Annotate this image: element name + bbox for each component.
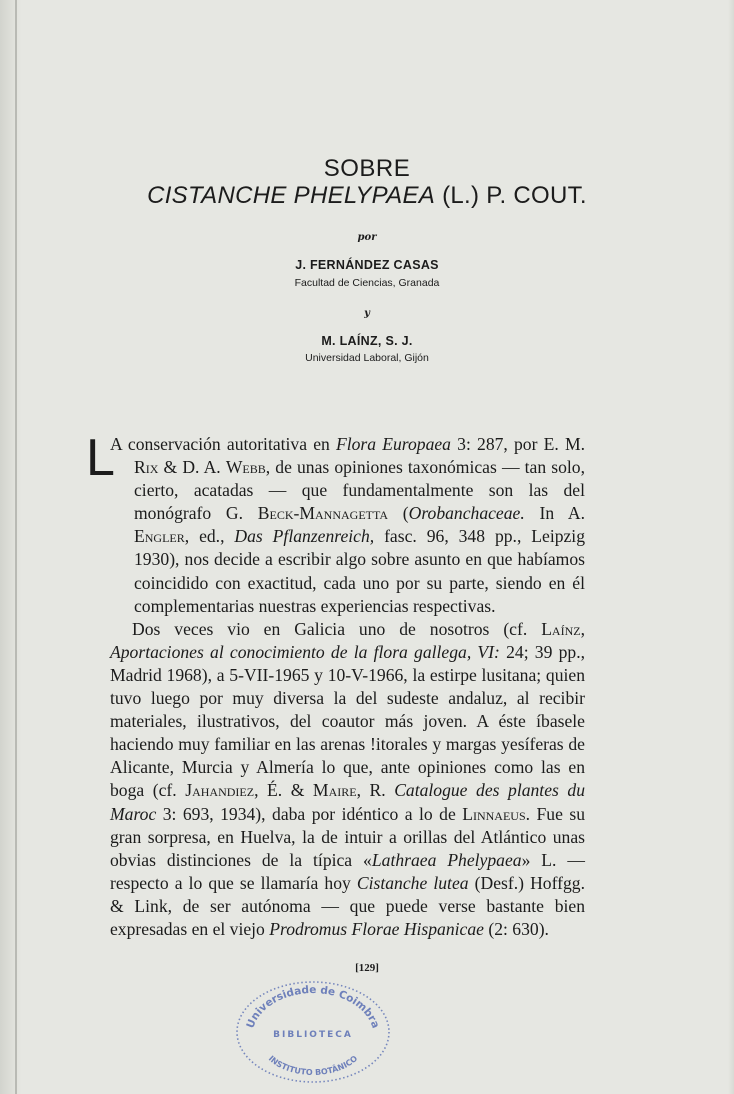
- title-authority: (L.) P. COUT.: [435, 182, 587, 209]
- drop-cap: L: [86, 429, 115, 487]
- stamp-center-text: BIBLIOTECA: [273, 1030, 353, 1040]
- author-1-name: J. FERNÁNDEZ CASAS: [295, 258, 439, 272]
- library-stamp: [232, 975, 394, 1083]
- author-2-name: M. LAÍNZ, S. J.: [321, 334, 413, 348]
- byline-por: por: [357, 232, 377, 243]
- article-body: [86, 429, 586, 941]
- svg-text:Universidade de Coimbra: [244, 984, 381, 1030]
- title-species: CISTANCHE PHELYPAEA: [147, 182, 436, 209]
- page-number: [129]: [355, 962, 379, 974]
- author-2-affiliation: Universidad Laboral, Gijón: [305, 352, 429, 364]
- byline-and: y: [364, 308, 370, 319]
- svg-text:INSTITUTO BOTÂNICO: [267, 1054, 360, 1077]
- paragraph-2: Dos veces vio en Galicia uno de nosotros (cf. Laínz, Aportaciones al conocimiento de la flora gallega, VI: 24; 39 pp., Madrid 1968), a 5-VII-1965 y 10-V-1966, la estirpe lusitana; quien tuvo luego por muy diversa la del sudeste andaluz, al recibir materiales, ilustrativos, del coautor más joven. A éste íbasele haciendo muy familiar en las arenas !itorales y margas yesíferas de Alicante, Murcia y Almería lo que, ante opiniones como las en boga (cf. Jahandiez, É. & Maire, R. Catalogue des plantes du Maroc 3: 693, 1934), daba por idéntico a lo de Linnaeus. Fue su gran sorpresa, en Huelva, la de intuir a orillas del Atlántico unas obvias distinciones de la típica «Lathraea Phelypaea» L. — respecto a lo que se llamaría hoy Cistanche lutea (Desf.) Hoffgg. & Link, de ser autónoma — que puede verse bastante bien expresadas en el viejo Prodromus Florae Hispanicae (2: 630).: [110, 618, 586, 939]
- stamp-bottom-text: INSTITUTO BOTÂNICO: [266, 1053, 360, 1078]
- title-line-1: SOBRE: [323, 155, 411, 182]
- paragraph-1: L A conservación autoritativa en Flora Europaea 3: 287, por E. M. Rix & D. A. Webb, de unas opiniones taxonómicas — tan solo, cierto, acatadas — que fundamentalmente son las del monógrafo G. Beck-Mannagetta (Orobanchaceae. In A. Engler, ed., Das Pflanzenreich, fasc. 96, 348 pp., Leipzig 1930), nos decide a escribir algo sobre asunto en que habíamos coincidido con exactitud, cada uno por su parte, siendo en él complementarias nuestras experiencias respectivas.: [86, 429, 585, 616]
- title-line-2: [0, 182, 734, 210]
- author-1-affiliation: Facultad de Ciencias, Granada: [294, 277, 440, 289]
- stamp-top-text: Universidade de Coimbra: [244, 984, 382, 1030]
